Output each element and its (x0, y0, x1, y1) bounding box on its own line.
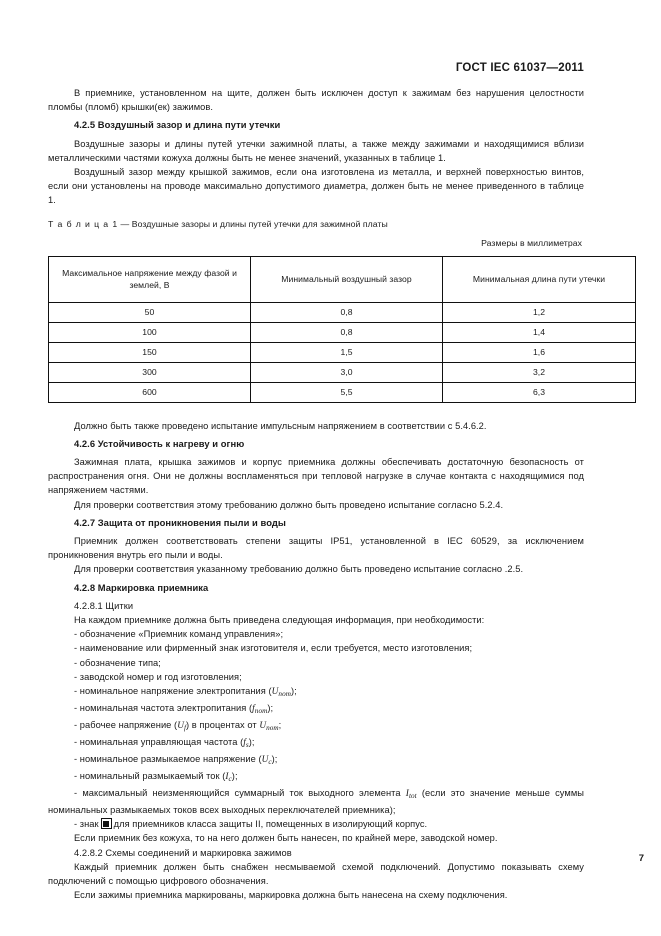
symbol-u: U (177, 721, 184, 732)
subscript-f: f (183, 723, 187, 732)
paragraph-4-2-8-2-2: Если зажимы приемника маркированы, маркировка должна быть нанесена на схему подключения. (74, 890, 508, 901)
cell-voltage: 100 (49, 322, 251, 342)
list-item-nominal-supply-frequency (48, 701, 584, 718)
list-item-text-end: ); (271, 754, 278, 765)
cell-clearance: 3,0 (251, 362, 443, 382)
list-item-text-end: ); (267, 703, 274, 714)
marking-list-intro: На каждом приемнике должна быть приведена следующая информация, при необходимости: (74, 615, 485, 626)
table-row (49, 302, 636, 322)
cell-voltage: 600 (49, 382, 251, 402)
subscript-s: s (245, 740, 249, 749)
cell-clearance: 1,5 (251, 342, 443, 362)
cell-creepage: 1,2 (443, 302, 636, 322)
cell-creepage: 3,2 (443, 362, 636, 382)
list-item-text: - номинальная частота электропитания ( (74, 703, 253, 714)
subscript-nom-2: nom (266, 723, 279, 732)
symbol-u-2: U (259, 721, 267, 732)
paragraph-4-2-7-1: Приемник должен соответствовать степени защиты IP51, установленной в IEC 60529, за исключением проникновения внутрь его пыли и воды. (48, 536, 584, 561)
heading-4-2-8-2: 4.2.8.2 Схемы соединений и маркировка зажимов (74, 847, 292, 858)
table-caption (48, 218, 584, 231)
paragraph-4-2-5-2: Воздушный зазор между крышкой зажимов, если она изготовлена из металла, и верхней поверхностью винтов, если они установлены на проводе максимально допустимого диаметра, должен быть не менее приведенного в таблице 1. (48, 167, 584, 206)
cell-creepage: 1,6 (443, 342, 636, 362)
list-item-text: - номинальное размыкаемое напряжение ( (74, 754, 262, 765)
heading-4-2-5: 4.2.5 Воздушный зазор и длина пути утечки (74, 119, 281, 131)
cell-creepage: 1,4 (443, 322, 636, 342)
paragraph-4-2-6-1: Зажимная плата, крышка зажимов и корпус приемника должны обеспечивать достаточную безопасность от распространения огня. Они не должны воспламеняться при тепловой нагрузке в случае контакта с находящимися под напряжением частями. (48, 457, 584, 496)
symbol-u: U (271, 687, 279, 698)
list-item-nominal-breaking-current (48, 769, 584, 786)
list-item-text-end: для приемников класса защиты II, помещенных в изолирующий корпус. (113, 819, 428, 830)
symbol-f: f (252, 704, 255, 715)
list-item-text: - знак (74, 819, 99, 830)
paragraph-4-2-5-1: Воздушные зазоры и длины путей утечки зажимной платы, а также между зажимами и находящимися вблизи металлическими частями кожуха должны быть не менее значений, указанных в таблице 1. (48, 138, 584, 163)
column-header-voltage: Максимальное напряжение между фазой и землей, В (49, 256, 251, 302)
table-body (49, 302, 636, 402)
paragraph-4-2-6-2: Для проверки соответствия этому требованию должно быть проведено испытание согласно 5.2.4. (74, 499, 504, 510)
list-item-class-two-symbol (48, 817, 584, 831)
list-item: - заводской номер и год изготовления; (74, 671, 242, 682)
symbol-i: I (225, 772, 229, 783)
list-item-nominal-control-frequency (48, 735, 584, 752)
cell-voltage: 50 (49, 302, 251, 322)
paragraph-4-2-8-2-1: Каждый приемник должен быть снабжен несмываемой схемой подключений. Допустимо показывать схему подключений с помощью цифрового обозначения. (48, 861, 584, 887)
table-row (49, 342, 636, 362)
table-row (49, 382, 636, 402)
column-header-creepage: Минимальная длина пути утечки (443, 256, 636, 302)
symbol-f: f (243, 738, 246, 749)
list-item-text: - номинальное напряжение электропитания ( (74, 686, 272, 697)
subscript-c: c (228, 774, 232, 783)
list-item-operating-voltage (48, 718, 584, 735)
page-number: 7 (638, 853, 644, 864)
list-item-text: - максимальный неизменяющийся суммарный ток выходного элемента (74, 788, 406, 799)
list-item: - обозначение «Приемник команд управления»; (74, 629, 284, 640)
paragraph-4-2-7-2: Для проверки соответствия указанному требованию должно быть проведено испытание согласно .2.5. (74, 564, 524, 575)
symbol-i: I (405, 789, 409, 800)
cell-voltage: 300 (49, 362, 251, 382)
list-item-nominal-breaking-voltage (48, 752, 584, 769)
subscript-c: c (268, 757, 272, 766)
list-item-text-end: (если это значение меньше суммы номинальных размыкаемых токов всех выходных переключателей приемника); (48, 788, 584, 816)
list-item-text-mid: ) в процентах от (186, 720, 260, 731)
list-item: - обозначение типа; (74, 657, 161, 668)
clearance-creepage-table (48, 256, 636, 403)
cell-clearance: 0,8 (251, 302, 443, 322)
subscript-nom: nom (278, 689, 291, 698)
subscript-nom: nom (254, 706, 268, 715)
list-item-text-end: ); (290, 686, 297, 697)
table-head (49, 256, 636, 302)
list-item-nominal-supply-voltage (48, 684, 584, 701)
table-row (49, 362, 636, 382)
table-units-note: Размеры в миллиметрах (481, 237, 582, 248)
table-caption-label: Т а б л и ц а 1 (48, 218, 119, 229)
list-item-text: - номинальная управляющая частота ( (74, 737, 244, 748)
page-body (48, 86, 606, 903)
list-item-max-total-current (48, 786, 584, 817)
list-item-text: - номинальный размыкаемый ток ( (74, 771, 226, 782)
document-header-standard-number: ГОСТ IEC 61037—2011 (455, 62, 584, 74)
cell-clearance: 5,5 (251, 382, 443, 402)
list-item-text-end: ; (278, 720, 282, 731)
heading-4-2-6: 4.2.6 Устойчивость к нагреву и огню (74, 437, 245, 449)
table-header-row (49, 256, 636, 302)
cell-creepage: 6,3 (443, 382, 636, 402)
paragraph-4-2-8-1-end: Если приемник без кожуха, то на него должен быть нанесен, по крайней мере, заводской номер. (74, 833, 498, 844)
list-item-text: - рабочее напряжение ( (74, 720, 178, 731)
list-item-text-end: ); (231, 771, 238, 782)
class-two-insulation-icon (101, 818, 112, 829)
heading-4-2-8-1: 4.2.8.1 Щитки (74, 600, 134, 611)
list-item-text-end: ); (248, 737, 255, 748)
list-item: - наименование или фирменный знак изготовителя и, если требуется, место изготовления; (74, 643, 473, 654)
cell-voltage: 150 (49, 342, 251, 362)
heading-4-2-7: 4.2.7 Защита от проникновения пыли и воды (74, 516, 286, 528)
table-row (49, 322, 636, 342)
intro-paragraph: В приемнике, установленном на щите, должен быть исключен доступ к зажимам без нарушения целостности пломбы (пломб) крышки(ек) зажимов. (48, 88, 584, 113)
column-header-clearance: Минимальный воздушный зазор (251, 256, 443, 302)
subscript-tot: tot (408, 791, 417, 800)
cell-clearance: 0,8 (251, 322, 443, 342)
paragraph-after-table: Должно быть также проведено испытание импульсным напряжением в соответствии с 5.4.6.2. (74, 420, 487, 431)
table-caption-text: — Воздушные зазоры и длины путей утечки для зажимной платы (118, 218, 388, 229)
heading-4-2-8: 4.2.8 Маркировка приемника (74, 581, 209, 593)
symbol-u: U (261, 755, 269, 766)
